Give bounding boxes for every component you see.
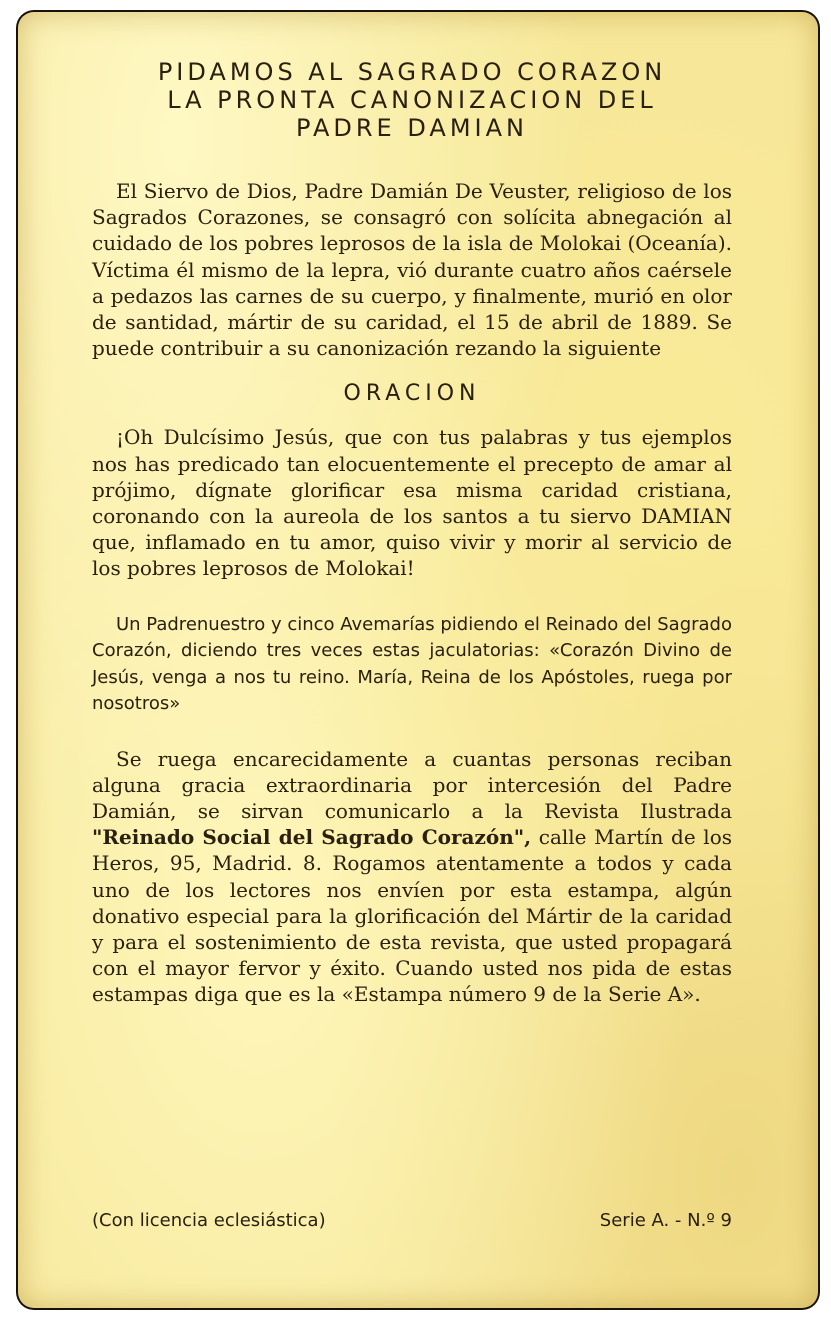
request-text-1: Se ruega encarecidamente a cuantas personas reciban alguna gracia extraordinaria por intercesión del Padre Damián, se sirvan comunicarlo a la Revista Ilustrada bbox=[92, 746, 732, 824]
prayer-paragraph: ¡Oh Dulcísimo Jesús, que con tus palabras y tus ejemplos nos has predicado tan elocuentemente el precepto de amar al prójimo, dígnate glorificar esa misma caridad cristiana, coronando con la aureola de los santos a tu siervo DAMIAN que, inflamado en tu amor, quiso vivir y morir al servicio de los pobres leprosos de Molokai! bbox=[92, 425, 732, 581]
intro-paragraph: El Siervo de Dios, Padre Damián De Veuster, religioso de los Sagrados Corazones, se consagró con solícita abnegación al cuidado de los pobres leprosos de la isla de Molokai (Oceanía). Víctima él mismo de la lepra, vió durante cuatro años caérsele a pedazos las carnes de su cuerpo, y finalmente, murió en olor de santidad, mártir de su caridad, el 15 de abril de 1889. Se puede contribuir a su canonización rezando la siguiente bbox=[92, 179, 732, 361]
title-line-3: PADRE DAMIAN bbox=[296, 114, 528, 142]
series-number: Serie A. - N.º 9 bbox=[599, 1210, 732, 1231]
request-text-2: calle Martín de los Heros, 95, Madrid. 8. Rogamos atentamente a todos y cada uno de los lectores nos envíen por esta estampa, algún donativo especial para la glorificación del Mártir de la caridad y para el sostenimiento de esta revista, que usted propagará con el mayor fervor y éxito. Cuando usted nos pida de estas estampas diga que es la «Estampa número 9 de la Serie A». bbox=[92, 825, 732, 1007]
devotion-paragraph: Un Padrenuestro y cinco Avemarías pidiendo el Reinado del Sagrado Corazón, diciendo tres veces estas jaculatorias: «Corazón Divino de Jesús, venga a nos tu reino. María, Reina de los Apóstoles, ruega por nosotros» bbox=[92, 613, 732, 715]
request-paragraph bbox=[92, 746, 732, 1008]
title-line-1: PIDAMOS AL SAGRADO CORAZON bbox=[157, 58, 667, 86]
card-content bbox=[92, 58, 732, 1008]
card-title bbox=[92, 58, 732, 142]
oracion-heading: ORACION bbox=[343, 381, 481, 407]
license-note: (Con licencia eclesiástica) bbox=[92, 1210, 326, 1231]
title-line-2: LA PRONTA CANONIZACION DEL bbox=[167, 86, 657, 114]
magazine-name: "Reinado Social del Sagrado Corazón", bbox=[92, 825, 532, 850]
card-footer bbox=[92, 1210, 732, 1231]
